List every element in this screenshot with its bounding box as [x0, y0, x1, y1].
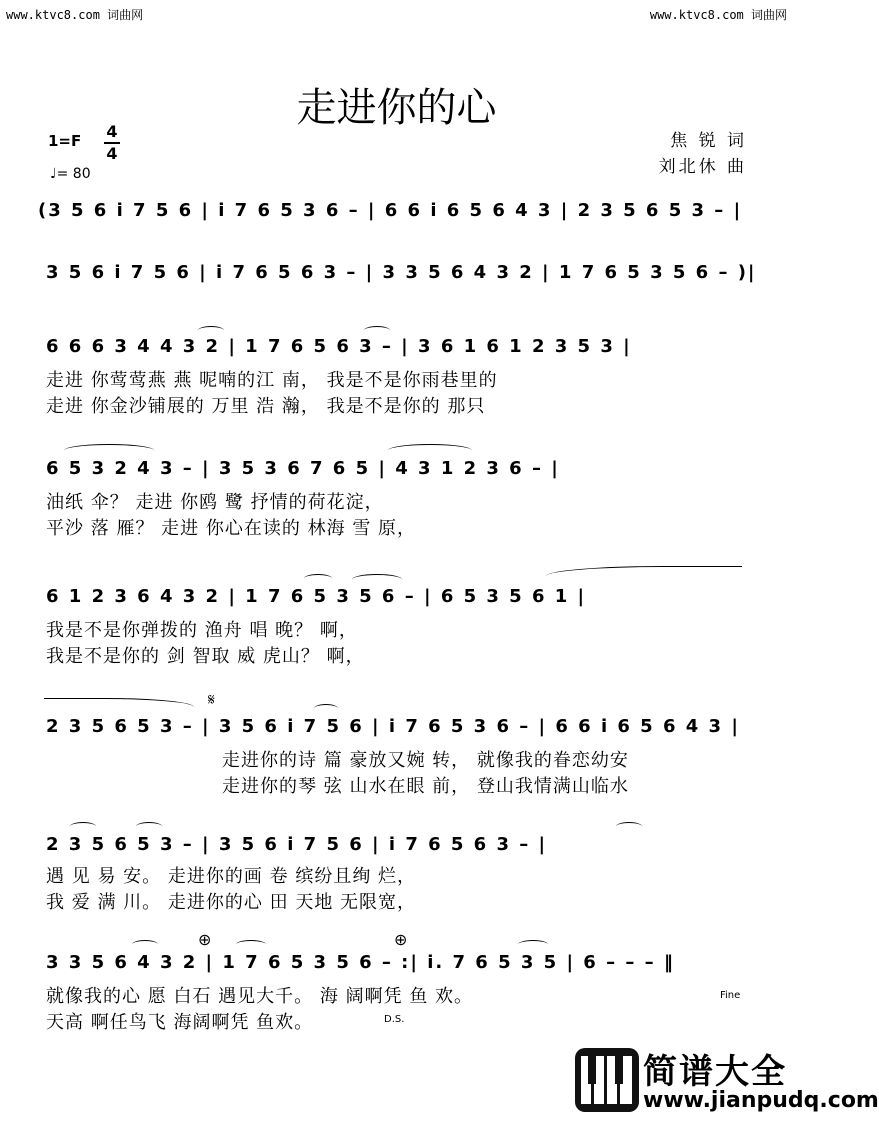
- system-8-notes: 3 3 5 6 4 3 2 | 1 7 6 5 3 5 6 – :| i. 7 6 5 3 5 | 6 – – – ‖: [46, 952, 675, 973]
- key-signature: 1=F: [48, 132, 82, 150]
- system-6-lyrics-1: 走进你的诗 篇 豪放又婉 转， 就像我的眷恋幼安: [222, 750, 629, 771]
- fine-mark: Fine: [720, 990, 741, 1001]
- system-3-notes: 6 6 6 3 4 4 3 2 | 1 7 6 5 6 3 – | 3 6 1 6 1 2 3 5 3 |: [46, 336, 632, 357]
- lyricist-credit: 焦 锐 词: [670, 131, 747, 151]
- system-4-lyrics-1: 油纸 伞？ 走进 你鸥 鹭 抒情的荷花淀，: [46, 492, 384, 513]
- header-right-site: www.ktvc8.com 词曲网: [649, 8, 787, 22]
- system-2-notes: 3 5 6 i 7 5 6 | i 7 6 5 6 3 – | 3 3 5 6 4 3 2 | 1 7 6 5 3 5 6 – )|: [46, 262, 757, 283]
- composer-credit: 刘北休 曲: [658, 157, 747, 177]
- system-3-tie: [364, 326, 390, 335]
- time-signature-bottom: 4: [106, 144, 118, 163]
- coda-mark-2: ⊕: [394, 930, 408, 949]
- header-left-site: www.ktvc8.com 词曲网: [6, 8, 144, 22]
- ds-mark: D.S.: [384, 1014, 405, 1025]
- time-signature: [104, 124, 120, 162]
- system-5-tie: [352, 574, 402, 585]
- system-5-notes: 6 1 2 3 6 4 3 2 | 1 7 6 5 3 5 6 – | 6 5 3 5 6 1 |: [46, 586, 587, 607]
- system-4-tie: [388, 444, 472, 457]
- system-1-notes: (3 5 6 i 7 5 6 | i 7 6 5 3 6 – | 6 6 i 6 5 6 4 3 | 2 3 5 6 5 3 – |: [38, 200, 743, 221]
- tempo-marking: ♩= 80: [50, 166, 91, 182]
- system-6-lyrics-2: 走进你的琴 弦 山水在眼 前， 登山我情满山临水: [222, 776, 629, 797]
- system-3-lyrics-1: 走进 你莺莺燕 燕 呢喃的江 南， 我是不是你雨巷里的: [46, 370, 498, 391]
- system-7-tie: [70, 822, 96, 831]
- system-8-lyrics-1: 就像我的心 愿 白石 遇见大千。 海 阔啊凭 鱼 欢。: [46, 986, 474, 1007]
- system-7-lyrics-1: 遇 见 易 安。 走进你的画 卷 缤纷且绚 烂，: [46, 866, 417, 887]
- system-7-notes: 2 3 5 6 5 3 – | 3 5 6 i 7 5 6 | i 7 6 5 6 3 – |: [46, 834, 548, 855]
- coda-mark: ⊕: [198, 930, 212, 949]
- system-4-notes: 6 5 3 2 4 3 – | 3 5 3 6 7 6 5 | 4 3 1 2 3 6 – |: [46, 458, 560, 479]
- time-signature-top: 4: [106, 122, 118, 141]
- system-3-lyrics-2: 走进 你金沙铺展的 万里 浩 瀚， 我是不是你的 那只: [46, 396, 486, 417]
- logo-brand: 简谱大全: [643, 1052, 787, 1092]
- system-8-tie: [236, 940, 266, 949]
- system-7-tie: [616, 822, 642, 831]
- system-8-tie: [518, 940, 548, 949]
- system-5-lyrics-1: 我是不是你弹拨的 渔舟 唱 晚？ 啊，: [46, 620, 358, 641]
- system-6-long-tie: [44, 698, 194, 713]
- system-4-tie: [64, 444, 154, 457]
- site-logo: [575, 1044, 879, 1116]
- system-6-notes: 2 3 5 6 5 3 – | 3 5 6 i 7 5 6 | i 7 6 5 3 6 – | 6 6 i 6 5 6 4 3 |: [46, 716, 740, 737]
- system-5-tie: [304, 574, 332, 583]
- system-7-lyrics-2: 我 爱 满 川。 走进你的心 田 天地 无限宽，: [46, 892, 417, 913]
- system-8-tie: [132, 940, 158, 949]
- system-7-tie: [136, 822, 162, 831]
- system-8-lyrics-2: 天高 啊任鸟飞 海阔啊凭 鱼欢。: [46, 1012, 314, 1033]
- system-3-tie: [198, 326, 224, 335]
- system-4-lyrics-2: 平沙 落 雁？ 走进 你心在读的 林海 雪 原，: [46, 518, 417, 539]
- system-6-tie: [314, 704, 338, 713]
- piano-keys-icon: [575, 1048, 639, 1112]
- system-5-lyrics-2: 我是不是你的 剑 智取 威 虎山？ 啊，: [46, 646, 365, 667]
- system-5-long-tie: [546, 566, 742, 583]
- segno-mark: 𝄋: [208, 690, 215, 709]
- song-title: 走进你的心: [296, 85, 497, 131]
- logo-site: www.jianpudq.com: [643, 1088, 879, 1113]
